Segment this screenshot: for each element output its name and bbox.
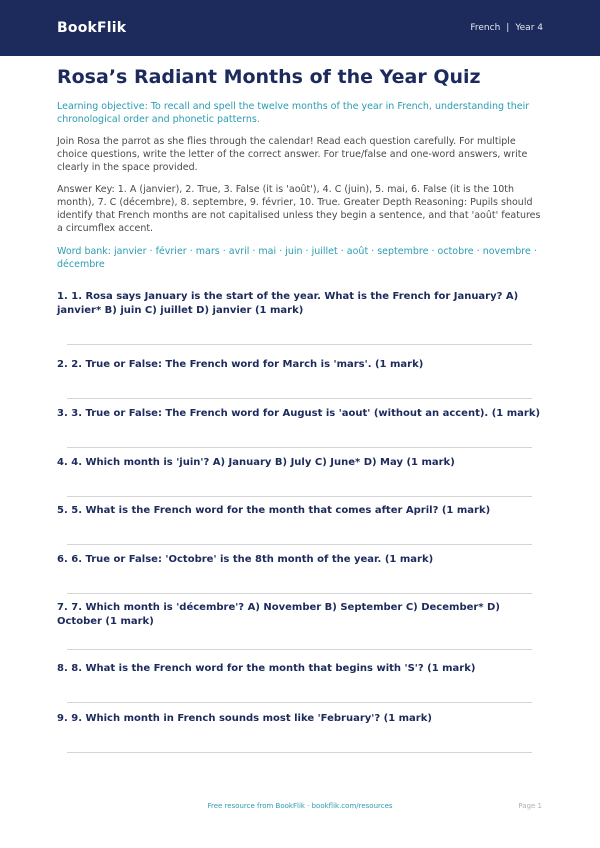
question-item <box>57 601 544 662</box>
answer-line[interactable] <box>67 344 532 345</box>
answer-line[interactable] <box>67 447 532 448</box>
footer-resource-link[interactable]: Free resource from BookFlik · bookflik.com/resources <box>207 802 393 810</box>
answer-line[interactable] <box>67 593 532 594</box>
breadcrumb-separator: | <box>506 23 510 33</box>
question-list <box>57 290 544 760</box>
page-header <box>0 0 600 56</box>
question-item <box>57 358 544 407</box>
question-item <box>57 407 544 456</box>
question-item <box>57 456 544 504</box>
learning-objective: Learning objective: To recall and spell the twelve months of the year in French, understanding their chronological order and phonetic patterns. <box>57 101 530 125</box>
question-text: 6. 6. True or False: 'Octobre' is the 8th month of the year. (1 mark) <box>57 554 434 565</box>
brand-logo[interactable]: BookFlik <box>57 20 127 36</box>
question-text: 8. 8. What is the French word for the month that begins with 'S'? (1 mark) <box>57 663 476 674</box>
question-item <box>57 290 544 358</box>
question-item <box>57 662 544 712</box>
year-label: Year 4 <box>515 23 543 33</box>
answer-line[interactable] <box>67 702 532 703</box>
answer-line[interactable] <box>67 752 532 753</box>
answer-line[interactable] <box>67 398 532 399</box>
instructions: Join Rosa the parrot as she flies through the calendar! Read each question carefully. For multiple choice questions, write the letter of the correct answer. For true/false and one-word answers, write clearly in the space provided. <box>57 136 528 173</box>
question-item <box>57 504 544 553</box>
answer-line[interactable] <box>67 649 532 650</box>
worksheet-body <box>57 66 544 760</box>
question-text: 2. 2. True or False: The French word for March is 'mars'. (1 mark) <box>57 359 424 370</box>
question-text: 1. 1. Rosa says January is the start of the year. What is the French for January? A) janvier* B) juin C) juillet D) janvier (1 mark) <box>57 291 519 316</box>
page-footer <box>0 802 600 814</box>
answer-line[interactable] <box>67 496 532 497</box>
breadcrumb <box>470 23 543 33</box>
question-item <box>57 553 544 601</box>
answer-key: Answer Key: 1. A (janvier), 2. True, 3. False (it is 'août'), 4. C (juin), 5. mai, 6. False (it is the 10th month), 7. C (décembre), 8. septembre, 9. février, 10. True. Greater Depth Reasoning: Pupils should identify that French months are not capitalised unless they begin a sentence, and that 'août' features a circumflex accent. <box>57 184 541 234</box>
answer-line[interactable] <box>67 544 532 545</box>
question-text: 3. 3. True or False: The French word for August is 'aout' (without an accent). (1 mark) <box>57 408 541 419</box>
question-text: 5. 5. What is the French word for the month that comes after April? (1 mark) <box>57 505 491 516</box>
question-text: 9. 9. Which month in French sounds most like 'February'? (1 mark) <box>57 713 432 724</box>
subject-label: French <box>470 23 501 33</box>
word-bank: Word bank: janvier · février · mars · avril · mai · juin · juillet · août · septembre · octobre · novembre · décembre <box>57 246 537 270</box>
question-text: 7. 7. Which month is 'décembre'? A) November B) September C) December* D) October (1 mark) <box>57 602 500 627</box>
question-item <box>57 712 544 760</box>
page-title: Rosa’s Radiant Months of the Year Quiz <box>57 66 481 88</box>
page-number: Page 1 <box>518 802 542 810</box>
question-text: 4. 4. Which month is 'juin'? A) January B) July C) June* D) May (1 mark) <box>57 457 455 468</box>
